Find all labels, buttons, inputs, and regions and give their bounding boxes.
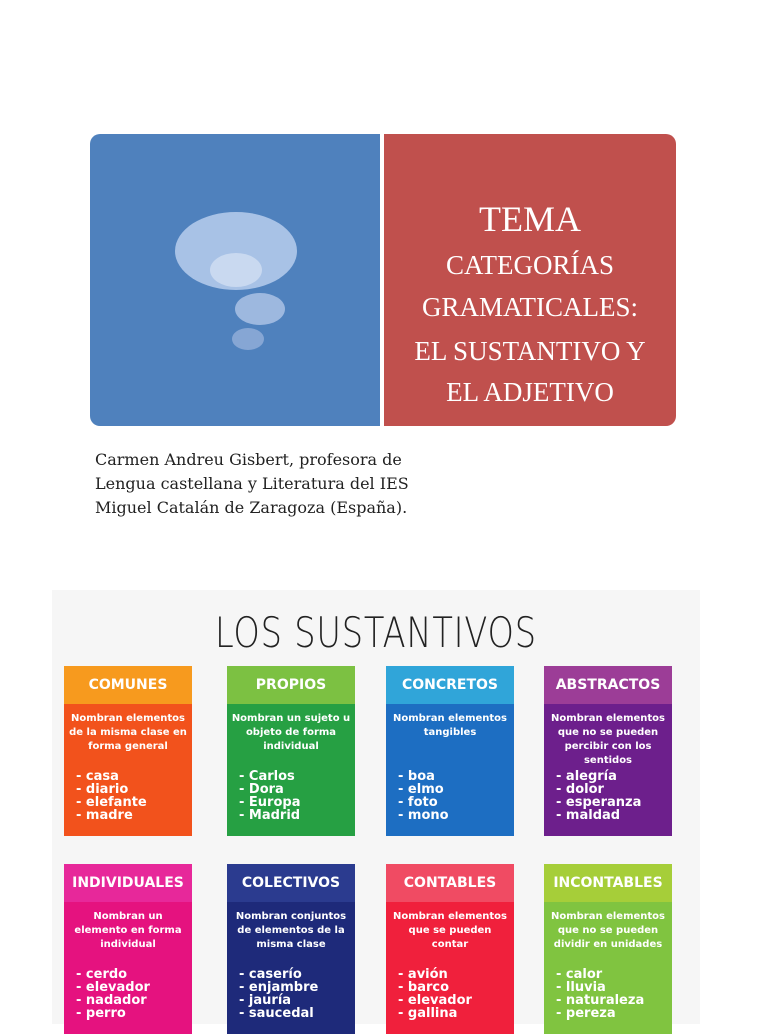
card-individuales <box>64 864 192 1034</box>
card-heading: INDIVIDUALES <box>64 864 192 902</box>
example-item: - jauría <box>239 993 292 1008</box>
example-item: - avión <box>398 967 448 982</box>
example-item: - esperanza <box>556 795 642 810</box>
example-item: - alegría <box>556 769 617 784</box>
card-contables <box>386 864 514 1034</box>
card-examples <box>398 770 449 822</box>
card-abstractos <box>544 666 672 836</box>
card-body <box>386 902 514 1034</box>
example-item: - gallina <box>398 1006 458 1021</box>
example-item: - naturaleza <box>556 993 645 1008</box>
example-item: - Dora <box>239 782 284 797</box>
title-line-3: EL SUSTANTIVO Y <box>414 336 646 366</box>
card-body <box>64 704 192 836</box>
card-examples <box>398 968 472 1020</box>
card-comunes <box>64 666 192 836</box>
example-item: - maldad <box>556 808 621 823</box>
title-line-2: GRAMATICALES: <box>421 292 638 322</box>
card-examples <box>239 770 300 822</box>
card-description: Nombran un sujeto u objeto de forma individual <box>231 713 351 752</box>
example-item: - diario <box>76 782 129 797</box>
example-item: - pereza <box>556 1006 616 1021</box>
card-examples <box>239 968 318 1020</box>
example-item: - barco <box>398 980 450 995</box>
cover-block <box>90 134 676 426</box>
cover-right-panel <box>384 134 676 426</box>
card-heading: CONTABLES <box>386 864 514 902</box>
card-heading: COMUNES <box>64 666 192 704</box>
example-item: - foto <box>398 795 438 810</box>
card-heading: INCONTABLES <box>544 864 672 902</box>
example-item: - casa <box>76 769 119 784</box>
card-heading: CONCRETOS <box>386 666 514 704</box>
example-item: - lluvia <box>556 980 606 995</box>
example-item: - madre <box>76 808 133 823</box>
card-body <box>544 704 672 836</box>
card-heading: ABSTRACTOS <box>544 666 672 704</box>
example-item: - elefante <box>76 795 147 810</box>
card-propios <box>227 666 355 836</box>
card-heading: PROPIOS <box>227 666 355 704</box>
card-description: Nombran elementos que no se pueden dividir en unidades <box>550 911 665 950</box>
example-item: - elevador <box>76 980 150 995</box>
example-item: - saucedal <box>239 1006 314 1021</box>
tema-heading: TEMA <box>479 199 581 239</box>
card-body <box>64 902 192 1034</box>
example-item: - dolor <box>556 782 604 797</box>
example-item: - perro <box>76 1006 126 1021</box>
card-concretos <box>386 666 514 836</box>
card-incontables <box>544 864 672 1034</box>
card-examples <box>556 968 644 1020</box>
example-item: - Madrid <box>239 808 301 823</box>
card-body <box>386 704 514 836</box>
example-item: - elevador <box>398 993 472 1008</box>
card-description: Nombran elementos que no se pueden percibir con los sentidos <box>550 713 665 766</box>
example-item: - enjambre <box>239 980 319 995</box>
example-item: - calor <box>556 967 603 982</box>
card-examples <box>76 968 150 1020</box>
card-heading: COLECTIVOS <box>227 864 355 902</box>
card-examples <box>76 770 147 822</box>
card-examples <box>556 770 641 822</box>
author-line-2: Lengua castellana y Literatura del IES <box>95 474 409 493</box>
infographic-title: LOS SUSTANTIVOS <box>215 608 537 657</box>
title-line-4: EL ADJETIVO <box>446 377 614 407</box>
card-description: Nombran elementos que se pueden contar <box>392 911 507 950</box>
speech-bubble-icon <box>90 134 380 426</box>
card-colectivos <box>227 864 355 1034</box>
author-line-3: Miguel Catalán de Zaragoza (España). <box>95 498 408 517</box>
example-item: - caserío <box>239 967 302 982</box>
card-body <box>227 902 355 1034</box>
example-item: - Europa <box>239 795 301 810</box>
card-description: Nombran elementos tangibles <box>392 713 507 738</box>
example-item: - cerdo <box>76 967 128 982</box>
author-line-1: Carmen Andreu Gisbert, profesora de <box>95 450 402 469</box>
card-description: Nombran un elemento en forma individual <box>74 911 182 950</box>
card-description: Nombran conjuntos de elementos de la misma clase <box>235 911 347 950</box>
card-body <box>227 704 355 836</box>
author-credit <box>95 448 495 520</box>
example-item: - elmo <box>398 782 444 797</box>
cover-left-panel <box>90 134 380 426</box>
sustantivos-infographic <box>52 590 700 1024</box>
card-body <box>544 902 672 1034</box>
example-item: - boa <box>398 769 435 784</box>
example-item: - nadador <box>76 993 147 1008</box>
card-description: Nombran elementos de la misma clase en forma general <box>69 713 187 752</box>
example-item: - Carlos <box>239 769 295 784</box>
title-line-1: CATEGORÍAS <box>445 250 614 280</box>
example-item: - mono <box>398 808 449 823</box>
